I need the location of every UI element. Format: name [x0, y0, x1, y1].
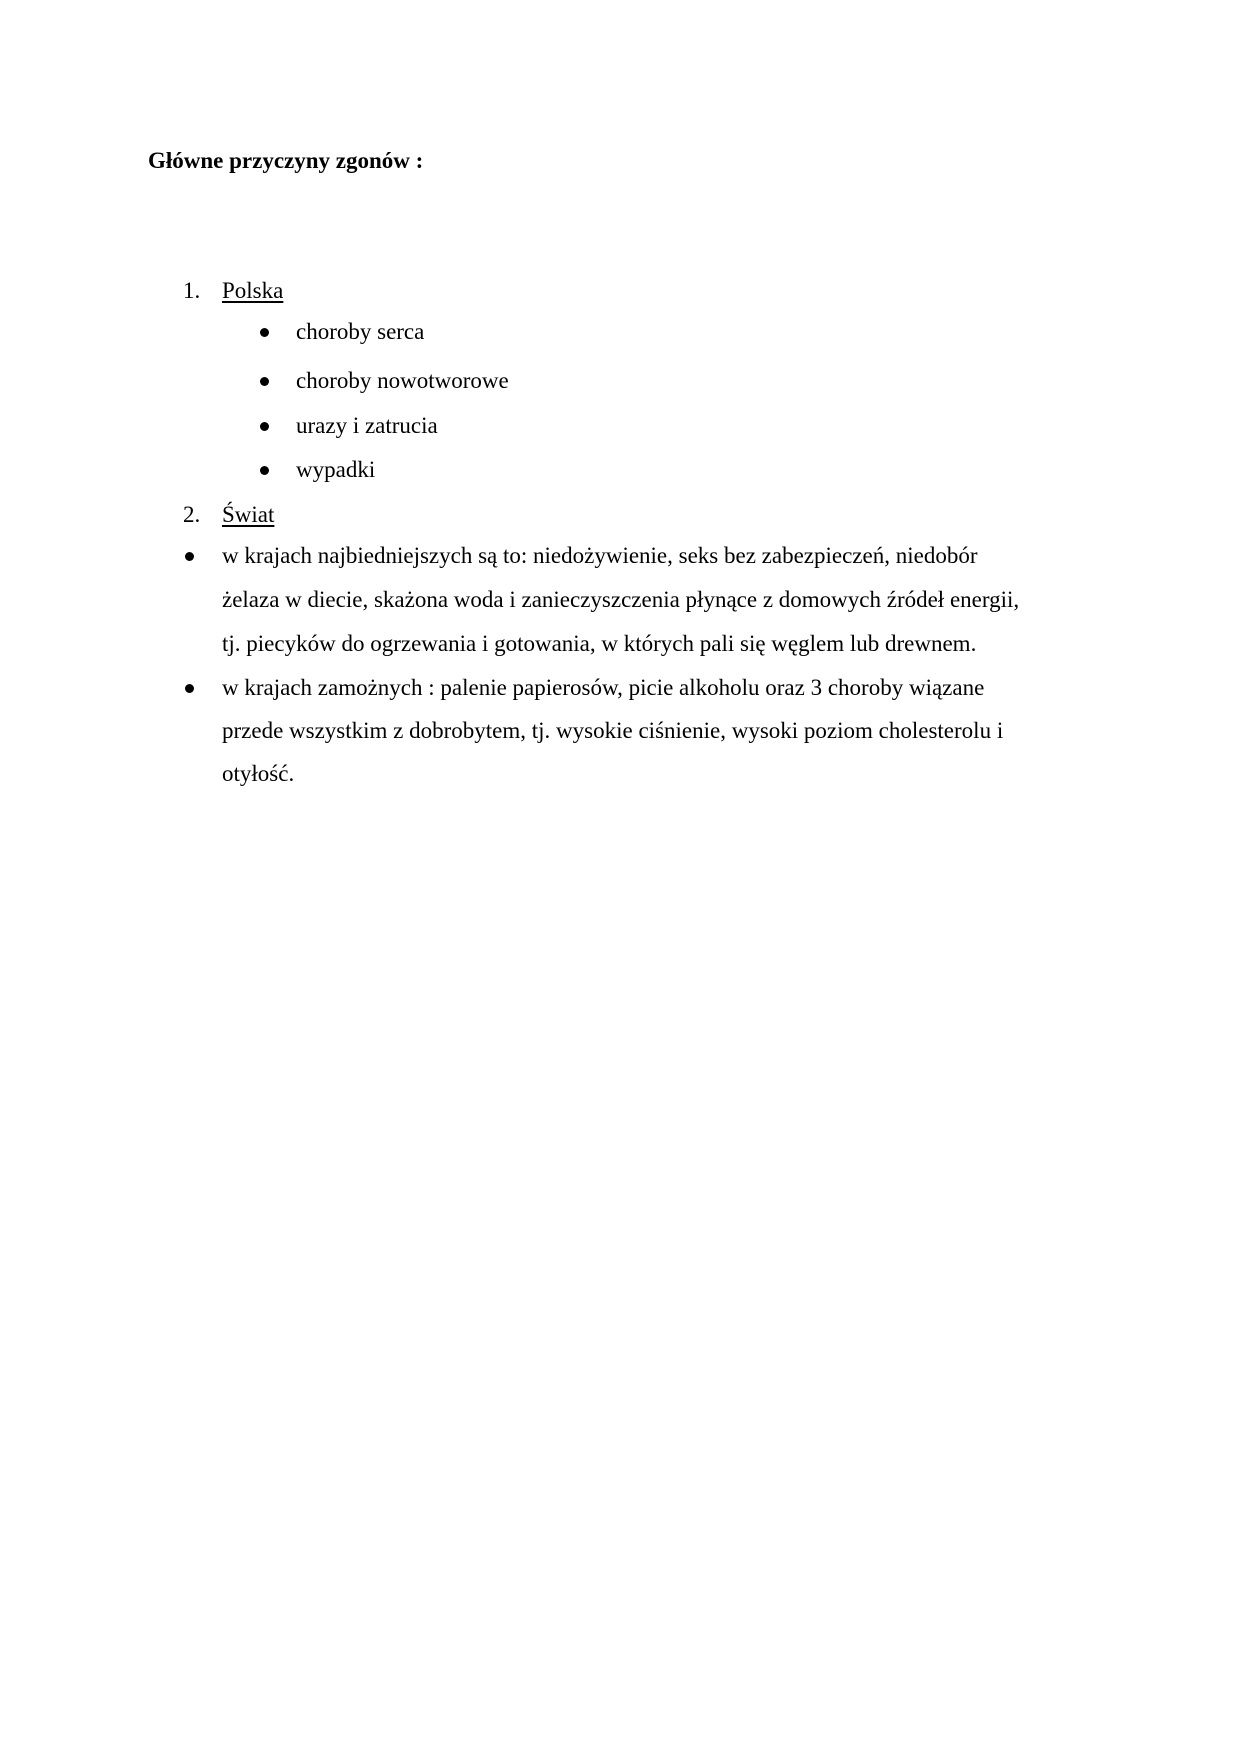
bullet-icon: [185, 552, 194, 561]
list-item-text: urazy i zatrucia: [296, 413, 438, 438]
bullet-icon: [260, 328, 269, 337]
list-item-text: choroby nowotworowe: [296, 368, 509, 393]
document-title: Główne przyczyny zgonów :: [148, 148, 424, 173]
paragraph-line: tj. piecyków do ogrzewania i gotowania, w których pali się węglem lub drewnem.: [222, 631, 977, 656]
section-number: 2.: [183, 502, 201, 527]
bullet-icon: [260, 377, 269, 386]
list-item-text: wypadki: [296, 457, 376, 482]
bullet-icon: [185, 684, 194, 693]
list-item-text: choroby serca: [296, 319, 425, 344]
section-number: 1.: [183, 278, 201, 303]
paragraph-line: w krajach zamożnych : palenie papierosów, picie alkoholu oraz 3 choroby wiązane: [222, 675, 985, 700]
paragraph-line: otyłość.: [222, 761, 295, 786]
section-heading: Świat: [222, 502, 275, 527]
paragraph-line: żelaza w diecie, skażona woda i zanieczyszczenia płynące z domowych źródeł energii,: [222, 587, 1020, 612]
paragraph-line: przede wszystkim z dobrobytem, tj. wysokie ciśnienie, wysoki poziom cholesterolu i: [222, 718, 1004, 743]
section-heading: Polska: [222, 278, 284, 303]
bullet-icon: [260, 422, 269, 431]
paragraph-line: w krajach najbiedniejszych są to: niedożywienie, seks bez zabezpieczeń, niedobór: [222, 543, 978, 568]
bullet-icon: [260, 466, 269, 475]
